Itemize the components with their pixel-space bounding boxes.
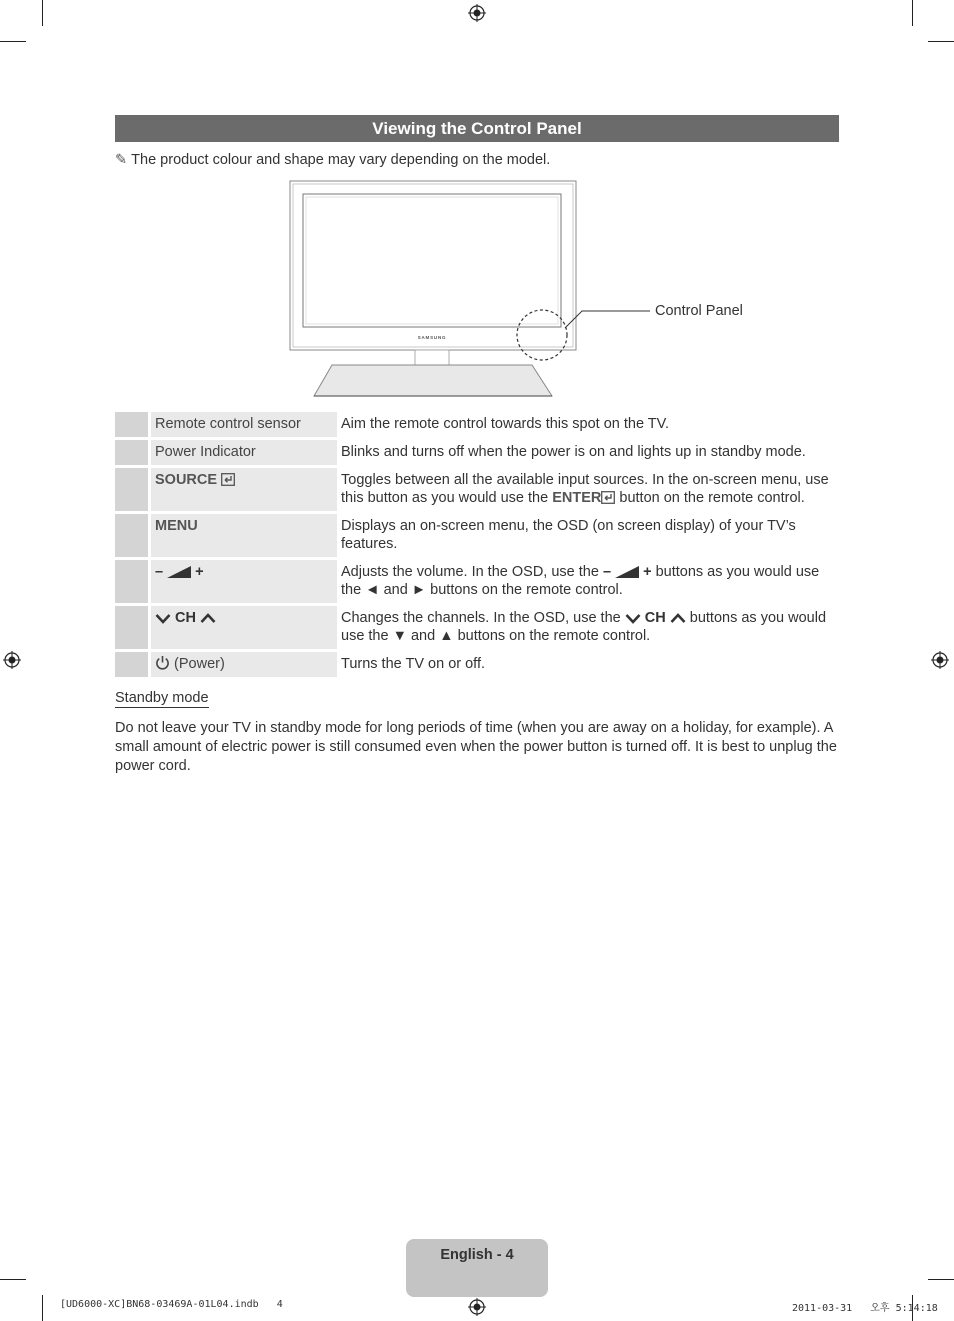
table-row xyxy=(115,514,839,557)
enter-button-label: ENTER xyxy=(552,490,602,506)
table-row xyxy=(115,468,839,511)
row-marker xyxy=(115,514,148,557)
row-desc xyxy=(337,606,839,649)
standby-paragraph: Do not leave your TV in standby mode for long periods of time (when you are away on a holiday, for example). A small amount of electric power is still consumed even when the power button is turned off. It is best to unplug the power cord. xyxy=(115,720,837,774)
row-desc xyxy=(337,468,839,511)
table-row xyxy=(115,440,839,465)
table-row xyxy=(115,606,839,649)
power-label: (Power) xyxy=(174,656,225,672)
row-desc-text: buttons as you would use the ▼ and ▲ buttons on the remote control. xyxy=(341,610,827,644)
row-name-text: Power Indicator xyxy=(155,444,256,460)
volume-icon xyxy=(615,566,639,578)
volume-plus-label: + xyxy=(195,564,204,580)
row-desc: Aim the remote control towards this spot on the TV. xyxy=(337,412,839,437)
row-desc: Blinks and turns off when the power is on and lights up in standby mode. xyxy=(337,440,839,465)
standby-heading: Standby mode xyxy=(115,690,209,706)
row-marker xyxy=(115,560,148,603)
chevron-up-icon xyxy=(670,613,686,624)
row-name xyxy=(148,440,337,465)
channel-button-label: CH xyxy=(644,610,666,626)
crop-mark xyxy=(42,1295,43,1321)
crop-mark xyxy=(0,1279,26,1280)
control-panel-table xyxy=(115,409,839,680)
table-row xyxy=(115,560,839,603)
model-note xyxy=(115,152,550,168)
callout-line xyxy=(565,311,650,328)
menu-button-label: MENU xyxy=(155,518,198,534)
chevron-down-icon xyxy=(625,613,641,624)
row-desc-text: Adjusts the volume. In the OSD, use the xyxy=(341,564,603,580)
footer-file-info: [UD6000-XC]BN68-03469A-01L04.indb 4 xyxy=(60,1299,283,1310)
page-number-tab xyxy=(406,1239,548,1297)
row-marker xyxy=(115,412,148,437)
tv-screen xyxy=(303,194,561,327)
tv-stand-base xyxy=(314,365,552,396)
source-button-label: SOURCE xyxy=(155,472,218,488)
channel-button-label: CH xyxy=(175,610,196,626)
tv-diagram xyxy=(280,178,660,400)
chevron-down-icon xyxy=(155,613,171,624)
row-marker xyxy=(115,652,148,677)
volume-plus-label: + xyxy=(643,564,652,580)
volume-minus-label: – xyxy=(155,564,164,580)
model-note-text: The product colour and shape may vary depending on the model. xyxy=(131,152,551,168)
volume-minus-label: – xyxy=(602,564,612,580)
row-desc: Displays an on-screen menu, the OSD (on screen display) of your TV’s features. xyxy=(337,514,839,557)
row-marker xyxy=(115,606,148,649)
crop-mark xyxy=(912,0,913,26)
crop-mark xyxy=(0,41,26,42)
row-name xyxy=(148,560,337,603)
row-desc: Turns the TV on or off. xyxy=(337,652,839,677)
registration-mark-icon xyxy=(468,1298,486,1316)
section-title: Viewing the Control Panel xyxy=(115,115,839,142)
power-icon xyxy=(155,655,170,670)
row-desc-text: Changes the channels. In the OSD, use the xyxy=(341,610,625,626)
tv-brand-logo: SAMSUNG xyxy=(417,335,447,340)
row-desc-text: Toggles between all the available input sources. In the on-screen menu, use this button as you would use the xyxy=(341,472,829,506)
registration-mark-icon xyxy=(931,651,949,669)
registration-mark-icon xyxy=(468,4,486,22)
row-desc xyxy=(337,560,839,603)
row-marker xyxy=(115,440,148,465)
row-name xyxy=(148,606,337,649)
row-desc-text: button on the remote control. xyxy=(615,490,805,506)
row-name xyxy=(148,514,337,557)
pencil-note-icon: ✎ xyxy=(115,152,128,168)
control-panel-label: Control Panel xyxy=(655,303,743,319)
row-desc-text: buttons as you would use the ◄ and ► buttons on the remote control. xyxy=(341,564,820,598)
crop-mark xyxy=(928,41,954,42)
enter-icon xyxy=(601,491,615,504)
chevron-up-icon xyxy=(200,613,216,624)
row-name-text: Remote control sensor xyxy=(155,416,301,432)
crop-mark xyxy=(928,1279,954,1280)
volume-icon xyxy=(167,566,191,578)
page-number-label: English - 4 xyxy=(440,1247,514,1263)
registration-mark-icon xyxy=(3,651,21,669)
enter-icon xyxy=(221,473,235,486)
row-marker xyxy=(115,468,148,511)
table-row xyxy=(115,652,839,677)
row-name xyxy=(148,468,337,511)
table-row xyxy=(115,412,839,437)
crop-mark xyxy=(42,0,43,26)
row-name xyxy=(148,412,337,437)
footer-timestamp: 2011-03-31 오후 5:14:18 xyxy=(792,1303,938,1314)
row-name xyxy=(148,652,337,677)
